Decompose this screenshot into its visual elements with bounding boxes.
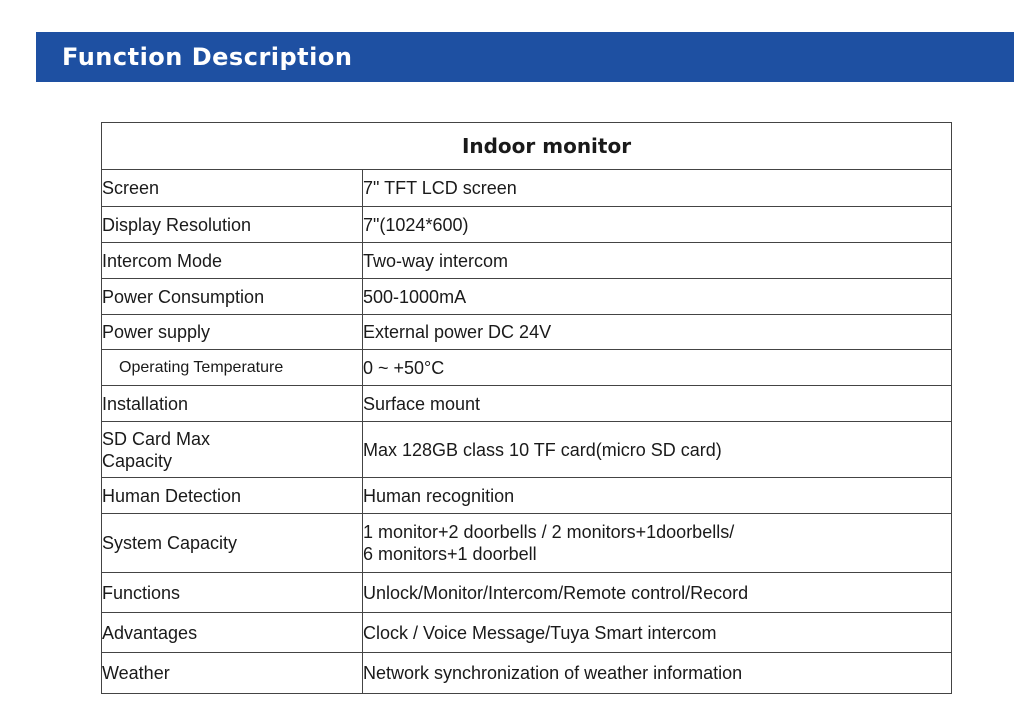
row-label-text: Power supply	[102, 322, 211, 342]
row-value	[363, 315, 952, 350]
row-label-text: Human Detection	[102, 485, 242, 506]
row-value-text: Clock / Voice Message/Tuya Smart intercom	[363, 622, 717, 643]
table-row	[102, 386, 952, 422]
row-value-text: Surface mount	[363, 393, 481, 414]
row-value	[363, 478, 952, 514]
table-row	[102, 653, 952, 694]
row-label	[102, 422, 363, 478]
table-row	[102, 170, 952, 207]
row-value	[363, 279, 952, 315]
row-value	[363, 653, 952, 694]
row-label-text: System Capacity	[102, 533, 238, 553]
page-title: Function Description	[62, 43, 353, 71]
row-value	[363, 243, 952, 279]
row-value-text: Max 128GB class 10 TF card(micro SD card)	[363, 439, 722, 460]
row-label-text: Power Consumption	[102, 286, 265, 307]
row-value-text: Two-way intercom	[363, 250, 509, 271]
row-label	[102, 279, 363, 315]
row-label	[102, 613, 363, 653]
header-banner	[36, 32, 1014, 82]
row-value-text: Network synchronization of weather information	[363, 663, 743, 683]
row-label	[102, 350, 363, 386]
row-label-text: SD Card Max Capacity	[102, 428, 211, 471]
table-row	[102, 315, 952, 350]
row-value-text: 500-1000mA	[363, 286, 467, 307]
row-value	[363, 170, 952, 207]
row-label	[102, 653, 363, 694]
row-label-text: Intercom Mode	[102, 250, 223, 271]
row-label	[102, 478, 363, 514]
row-value-text: External power DC 24V	[363, 322, 552, 342]
table-row	[102, 279, 952, 315]
table-row	[102, 207, 952, 243]
table-header-row	[102, 123, 952, 170]
row-value-text: Unlock/Monitor/Intercom/Remote control/Record	[363, 582, 749, 603]
row-label-text: Functions	[102, 582, 181, 603]
row-label-text: Advantages	[102, 622, 198, 643]
table-row	[102, 478, 952, 514]
row-label	[102, 573, 363, 613]
row-label-text: Installation	[102, 393, 189, 414]
row-label-text: Weather	[102, 663, 170, 683]
row-value-text: Human recognition	[363, 485, 515, 506]
table-row	[102, 514, 952, 573]
row-value-text: 1 monitor+2 doorbells / 2 monitors+1doorbells/ 6 monitors+1 doorbell	[363, 522, 735, 564]
table-row	[102, 243, 952, 279]
spec-table	[101, 122, 952, 694]
row-value	[363, 386, 952, 422]
row-value	[363, 514, 952, 573]
row-label	[102, 207, 363, 243]
row-label	[102, 243, 363, 279]
table-row	[102, 350, 952, 386]
row-value-text: 0 ~ +50°C	[363, 357, 445, 378]
table-title: Indoor monitor	[102, 123, 952, 170]
row-value	[363, 613, 952, 653]
row-label	[102, 514, 363, 573]
row-value-text: 7" TFT LCD screen	[363, 178, 517, 198]
table-row	[102, 573, 952, 613]
row-label	[102, 315, 363, 350]
row-value	[363, 207, 952, 243]
table-row	[102, 613, 952, 653]
table-row	[102, 422, 952, 478]
row-value	[363, 422, 952, 478]
row-value	[363, 573, 952, 613]
row-label-text: Operating Temperature	[119, 358, 284, 376]
row-label	[102, 170, 363, 207]
row-label-text: Screen	[102, 178, 160, 198]
row-value-text: 7"(1024*600)	[363, 214, 469, 235]
row-value	[363, 350, 952, 386]
row-label	[102, 386, 363, 422]
row-label-text: Display Resolution	[102, 214, 252, 235]
